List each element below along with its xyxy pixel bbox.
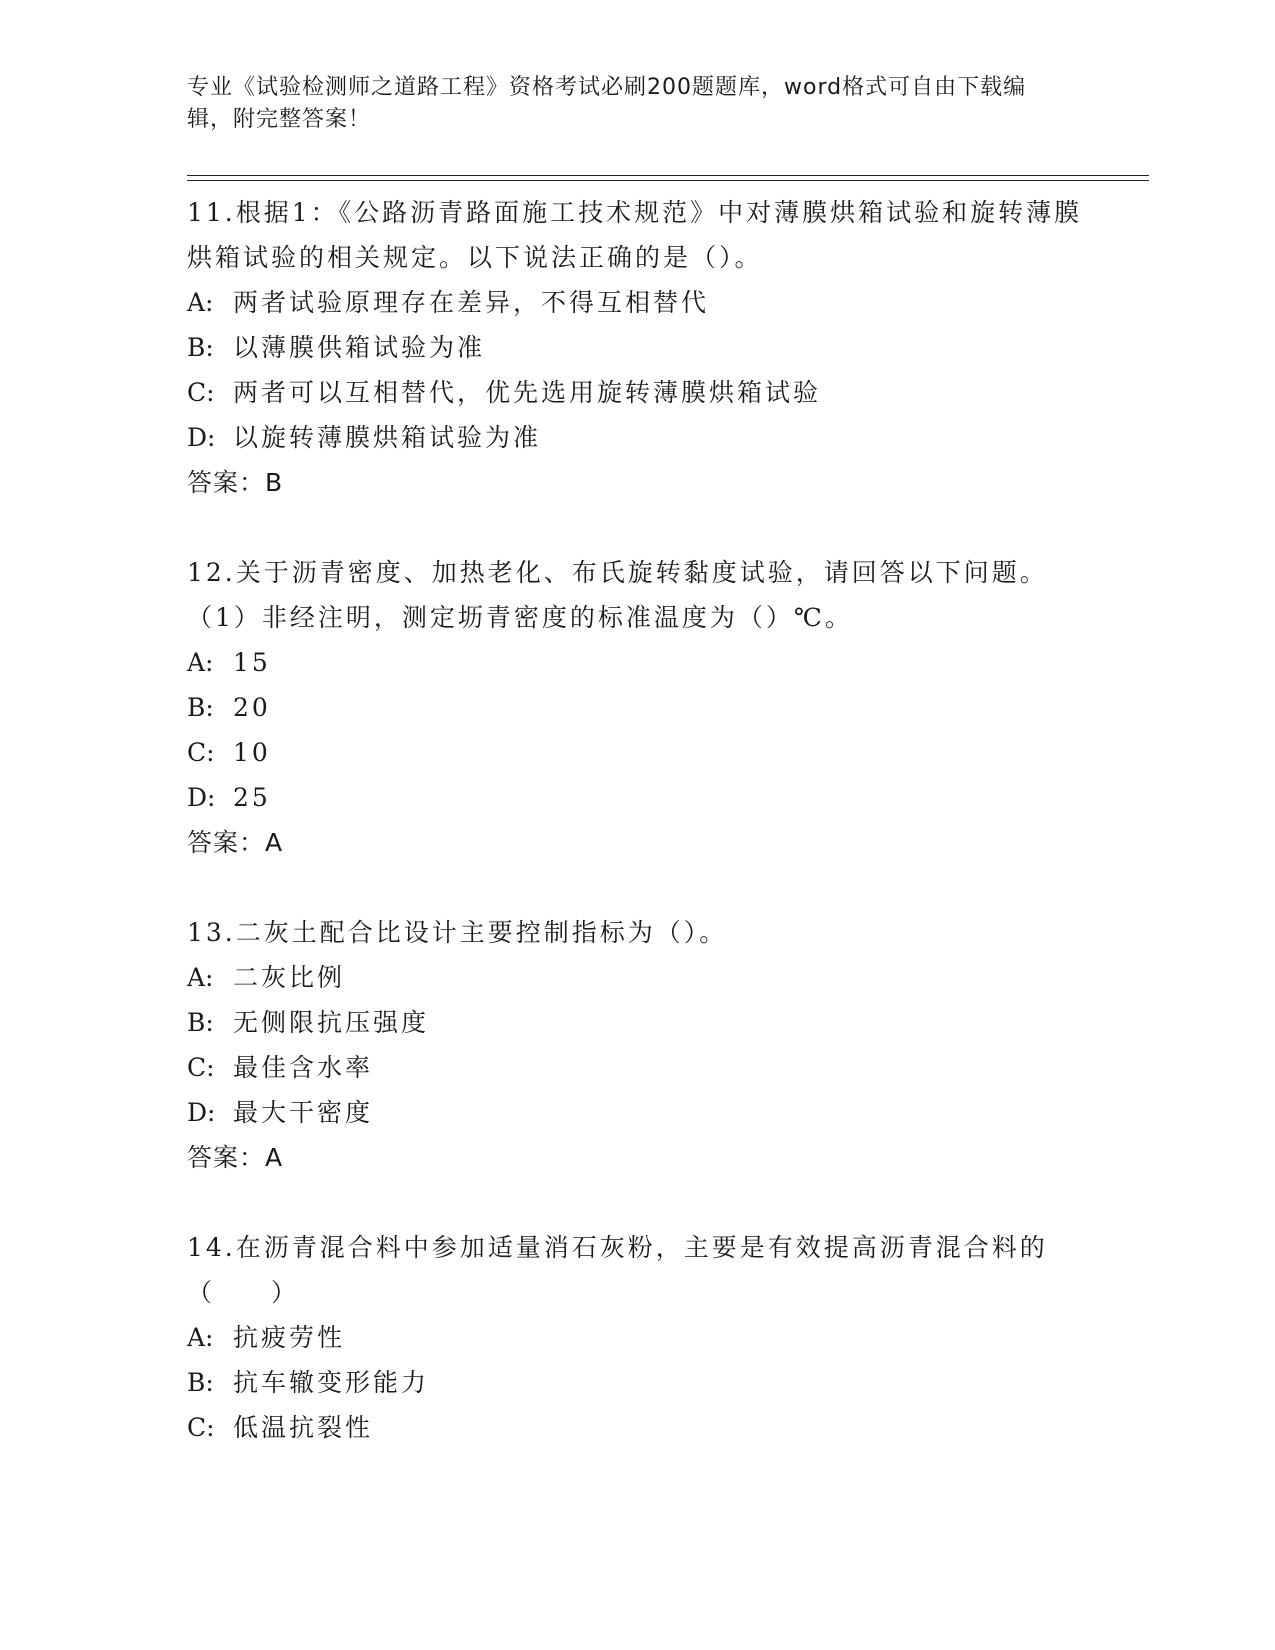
option-c — [187, 730, 1087, 775]
header-rule-top — [187, 175, 1149, 176]
document-header: 专业《试验检测师之道路工程》资格考试必刷200题题库，word格式可自由下载编辑，附完整答案！ — [187, 75, 1027, 132]
question-14 — [187, 1225, 1087, 1450]
option-c — [187, 1045, 1087, 1090]
option-key: D: — [187, 423, 216, 452]
option-key: D: — [187, 1098, 216, 1127]
option-key: C: — [187, 1413, 215, 1442]
option-key: B: — [187, 1008, 214, 1037]
option-text: 15 — [233, 648, 271, 677]
question-13 — [187, 910, 1087, 1180]
option-text: 二灰比例 — [233, 963, 346, 992]
option-d — [187, 1090, 1087, 1135]
option-key: B: — [187, 1368, 214, 1397]
option-c — [187, 370, 1087, 415]
option-text: 以薄膜供箱试验为准 — [233, 333, 486, 362]
option-text: 抗车辙变形能力 — [233, 1368, 430, 1397]
option-a — [187, 1315, 1087, 1360]
option-b — [187, 1000, 1087, 1045]
question-list — [187, 190, 1087, 1450]
question-spacer — [187, 1180, 1087, 1225]
question-stem: 11.根据1：《公路沥青路面施工技术规范》中对薄膜烘箱试验和旋转薄膜烘箱试验的相关规定。以下说法正确的是（）。 — [187, 198, 1083, 272]
option-text: 两者试验原理存在差异，不得互相替代 — [233, 288, 710, 317]
option-key: B: — [187, 693, 214, 722]
option-text: 抗疲劳性 — [233, 1323, 346, 1352]
option-a — [187, 640, 1087, 685]
option-b — [187, 1360, 1087, 1405]
option-text: 低温抗裂性 — [233, 1413, 374, 1442]
question-stem: 14.在沥青混合料中参加适量消石灰粉，主要是有效提高沥青混合料的（ ） — [187, 1233, 1048, 1307]
option-b — [187, 325, 1087, 370]
header-rule-bottom — [187, 180, 1149, 181]
answer-line: 答案：A — [187, 828, 284, 857]
option-key: C: — [187, 738, 215, 767]
option-text: 25 — [233, 783, 271, 812]
option-text: 两者可以互相替代，优先选用旋转薄膜烘箱试验 — [233, 378, 822, 407]
question-spacer — [187, 865, 1087, 910]
answer-line: 答案：A — [187, 1143, 284, 1172]
question-spacer — [187, 505, 1087, 550]
question-12 — [187, 550, 1087, 865]
question-stem: 12.关于沥青密度、加热老化、布氏旋转黏度试验，请回答以下问题。（1）非经注明，测定坜青密度的标准温度为（）℃。 — [187, 558, 1048, 632]
option-key: A: — [187, 288, 214, 317]
option-key: A: — [187, 963, 214, 992]
option-key: C: — [187, 378, 215, 407]
option-text: 无侧限抗压强度 — [233, 1008, 430, 1037]
answer-line: 答案：B — [187, 468, 284, 497]
option-text: 20 — [233, 693, 271, 722]
option-c — [187, 1405, 1087, 1450]
option-text: 10 — [233, 738, 271, 767]
option-d — [187, 415, 1087, 460]
option-key: A: — [187, 1323, 214, 1352]
option-text: 最佳含水率 — [233, 1053, 374, 1082]
option-b — [187, 685, 1087, 730]
option-a — [187, 280, 1087, 325]
option-key: C: — [187, 1053, 215, 1082]
option-text: 最大干密度 — [233, 1098, 374, 1127]
option-text: 以旋转薄膜烘箱试验为准 — [233, 423, 542, 452]
option-a — [187, 955, 1087, 1000]
option-d — [187, 775, 1087, 820]
option-key: D: — [187, 783, 216, 812]
option-key: A: — [187, 648, 214, 677]
option-key: B: — [187, 333, 214, 362]
question-11 — [187, 190, 1087, 505]
question-stem: 13.二灰土配合比设计主要控制指标为（）。 — [187, 918, 728, 947]
